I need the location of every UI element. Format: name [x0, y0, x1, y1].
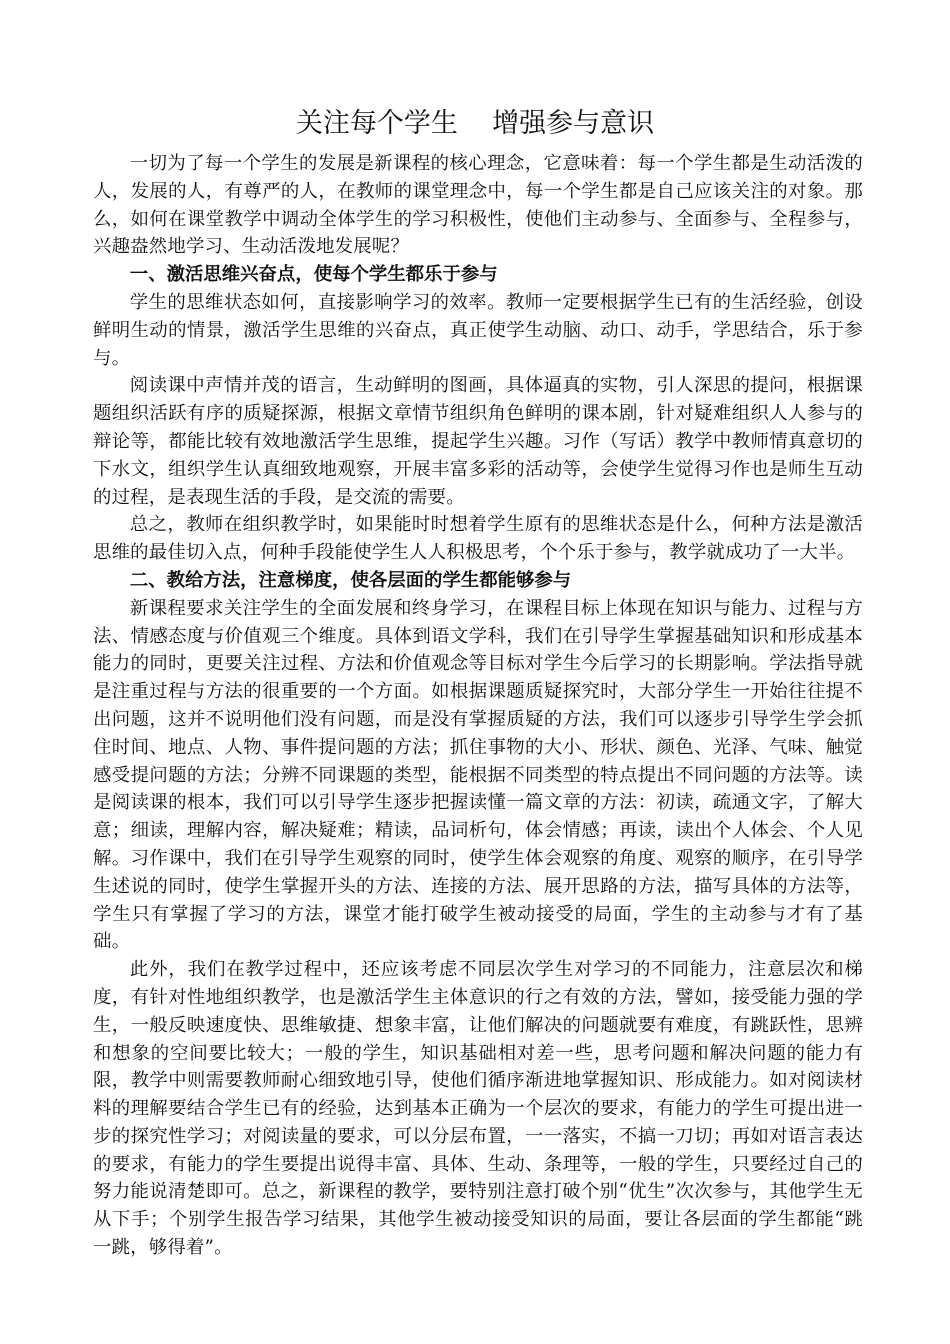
- intro-paragraph: 一切为了每一个学生的发展是新课程的核心理念，它意味着：每一个学生都是生动活泼的人，发展的人，有尊严的人，在教师的课堂理念中，每一个学生都是自己应该关注的对象。那么，如何在课堂教学中调动全体学生的学习积极性，使他们主动参与、全面参与、全程参与，兴趣盎然地学习、生动活泼地发展呢？: [93, 153, 863, 258]
- section-1-paragraph-1: 学生的思维状态如何，直接影响学习的效率。教师一定要根据学生已有的生活经验，创设鲜明生动的情景，激活学生思维的兴奋点，真正使学生动脑、动口、动手，学思结合，乐于参与。: [93, 291, 863, 369]
- section-2-paragraph-2: 此外，我们在教学过程中，还应该考虑不同层次学生对学习的不同能力，注意层次和梯度，有针对性地组织教学，也是激活学生主体意识的行之有效的方法，譬如，接受能力强的学生，一般反映速度快、思维敏捷、想象丰富，让他们解决的问题就要有难度，有跳跃性，思辨和想象的空间要比较大；一般的学生，知识基础相对差一些，思考问题和解决问题的能力有限，教学中则需要教师耐心细致地引导，使他们循序渐进地掌握知识、形成能力。如对阅读材料的理解要结合学生已有的经验，达到基本正确为一个层次的要求，有能力的学生可提出进一步的探究性学习；对阅读量的要求，可以分层布置，一一落实，不搞一刀切；再如对语言表达的要求，有能力的学生要提出说得丰富、具体、生动、条理等，一般的学生，只要经过自己的努力能说清楚即可。总之，新课程的教学，要特别注意打破个别“优生”次次参与，其他学生无从下手；个别学生报告学习结果，其他学生被动接受知识的局面，要让各层面的学生都能“跳一跳，够得着”。: [93, 959, 863, 1259]
- document-body: [93, 150, 863, 1262]
- document-title: 关注每个学生 增强参与意识: [295, 108, 655, 139]
- section-1-paragraph-2: 阅读课中声情并茂的语言，生动鲜明的图画，具体逼真的实物，引人深思的提问，根据课题组织活跃有序的质疑探源，根据文章情节组织角色鲜明的课本剧，针对疑难组织人人参与的辩论等，都能比较有效地激活学生思维，提起学生兴趣。习作（写话）教学中教师情真意切的下水文，组织学生认真细致地观察，开展丰富多彩的活动等，会使学生觉得习作也是师生互动的过程，是表现生活的手段，是交流的需要。: [93, 375, 863, 508]
- section-1-heading: 一、激活思维兴奋点，使每个学生都乐于参与: [129, 264, 498, 286]
- section-2-heading: 二、教给方法，注意梯度，使各层面的学生都能够参与: [129, 569, 572, 591]
- section-2-paragraph-1: 新课程要求关注学生的全面发展和终身学习，在课程目标上体现在知识与能力、过程与方法、情感态度与价值观三个维度。具体到语文学科，我们在引导学生掌握基础知识和形成基本能力的同时，更要关注过程、方法和价值观念等目标对学生今后学习的长期影响。学法指导就是注重过程与方法的很重要的一个方面。如根据课题质疑探究时，大部分学生一开始往往提不出问题，这并不说明他们没有问题，而是没有掌握质疑的方法，我们可以逐步引导学生学会抓住时间、地点、人物、事件提问题的方法；抓住事物的大小、形状、颜色、光泽、气味、触觉感受提问题的方法；分辨不同课题的类型，能根据不同类型的特点提出不同问题的方法等。读是阅读课的根本，我们可以引导学生逐步把握读懂一篇文章的方法：初读，疏通文字，了解大意；细读，理解内容，解决疑难；精读，品词析句，体会情感；再读，读出个人体会、个人见解。习作课中，我们在引导学生观察的同时，使学生体会观察的角度、观察的顺序，在引导学生述说的同时，使学生掌握开头的方法、连接的方法、展开思路的方法，描写具体的方法等，学生只有掌握了学习的方法，课堂才能打破学生被动接受的局面，学生的主动参与才有了基础。: [93, 597, 863, 953]
- section-1-paragraph-3: 总之，教师在组织教学时，如果能时时想着学生原有的思维状态是什么，何种方法是激活思维的最佳切入点，何种手段能使学生人人积极思考，个个乐于参与，教学就成功了一大半。: [93, 514, 863, 564]
